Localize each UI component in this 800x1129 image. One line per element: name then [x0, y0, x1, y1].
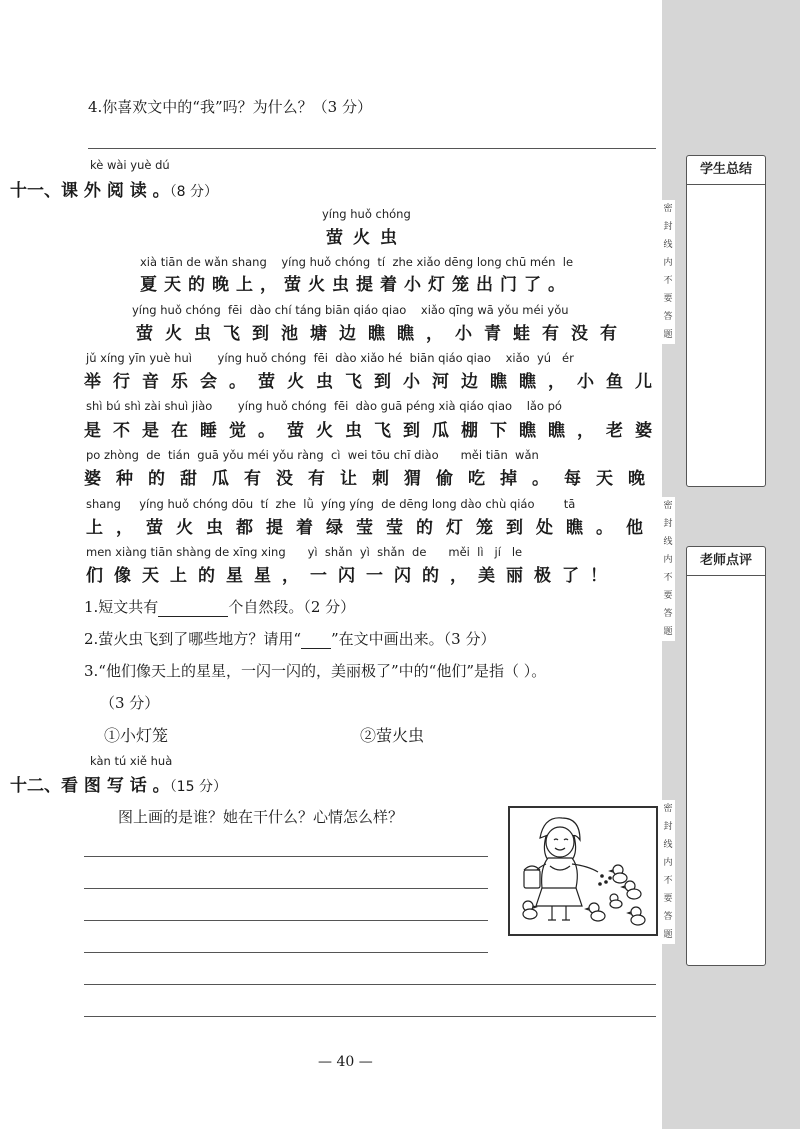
- story-line-3-pinyin: jǔ xíng yīn yuè huì yíng huǒ chóng fēi dào xiǎo hé biān qiáo qiao xiǎo yú ér: [86, 351, 574, 365]
- underline-symbol: [301, 630, 331, 649]
- story-line-5-pinyin: po zhòng de tián guā yǒu méi yǒu ràng cì wei tōu chī diào měi tiān wǎn: [86, 448, 539, 462]
- story-title: 萤火虫: [326, 228, 407, 248]
- story-title-pinyin: yíng huǒ chóng: [322, 207, 411, 221]
- student-summary-box[interactable]: [686, 155, 766, 487]
- writing-line-6[interactable]: [84, 1016, 656, 1017]
- story-line-2: 萤火虫飞到池塘边瞧瞧，小青蛙有没有: [136, 324, 629, 344]
- teacher-review-title: 老师点评: [687, 547, 765, 576]
- picture-prompt: 图上画的是谁？她在干什么？心情怎么样？: [118, 808, 404, 826]
- question-3: 3.“他们像天上的星星，一闪一闪的，美丽极了”中的“他们”是指（ ）。: [84, 662, 547, 680]
- question-4: 4.你喜欢文中的“我”吗？为什么？（3 分）: [88, 98, 372, 116]
- story-line-1-pinyin: xià tiān de wǎn shang yíng huǒ chóng tí zhe xiǎo dēng long chū mén le: [140, 255, 574, 269]
- writing-line-5[interactable]: [84, 984, 656, 985]
- answer-line[interactable]: [88, 148, 656, 149]
- story-line-6: 上，萤火虫都提着绿莹莹的灯笼到处瞧。他: [86, 518, 656, 538]
- writing-line-1[interactable]: [84, 856, 488, 857]
- section-11-points: （8 分）: [169, 184, 219, 200]
- picture-girl-feeding-chicks: [508, 806, 658, 936]
- section-12-heading: [10, 771, 227, 796]
- page-number: — 40 —: [318, 1054, 373, 1070]
- section-11-pinyin: kè wài yuè dú: [90, 158, 170, 172]
- story-line-7: 们像天上的星星，一闪一闪的，美丽极了！: [86, 566, 618, 586]
- story-line-1: 夏天的晚上，萤火虫提着小灯笼出门了。: [140, 275, 572, 295]
- teacher-review-box[interactable]: [686, 546, 766, 966]
- question-1-points: 个自然段。（2 分）: [228, 598, 356, 616]
- question-3-points: （3 分）: [100, 694, 160, 712]
- story-line-4-pinyin: shì bú shì zài shuì jiào yíng huǒ chóng fēi dào guā péng xià qiáo qiao lǎo pó: [86, 399, 562, 413]
- girl-feeding-chicks-illustration: [510, 808, 656, 934]
- seal-line-notice-3: 密 封 线 内 不 要 答 题: [661, 800, 675, 944]
- question-2: [84, 628, 495, 649]
- story-line-7-pinyin: men xiàng tiān shàng de xīng xing yì shǎn yì shǎn de měi lì jí le: [86, 545, 523, 559]
- question-1-text: 1.短文共有: [84, 598, 159, 616]
- story-line-6-pinyin: shang yíng huǒ chóng dōu tí zhe lǜ yíng yíng de dēng long dào chù qiáo tā: [86, 497, 576, 511]
- question-2-text: 2.萤火虫飞到了哪些地方？请用“: [84, 630, 301, 648]
- option-2[interactable]: ②萤火虫: [360, 726, 425, 745]
- writing-line-3[interactable]: [84, 920, 488, 921]
- seal-line-notice-2: 密 封 线 内 不 要 答 题: [661, 497, 675, 641]
- section-12-label: 十二、看 图 写 话 。: [10, 776, 170, 796]
- question-1: [84, 596, 355, 617]
- section-12-points: （15 分）: [169, 779, 227, 795]
- story-line-3: 举行音乐会。萤火虫飞到小河边瞧瞧，小鱼儿: [84, 372, 664, 392]
- option-1[interactable]: ①小灯笼: [104, 726, 169, 745]
- section-11-heading: [10, 176, 218, 201]
- paragraph-count-blank[interactable]: [158, 598, 228, 617]
- section-12-pinyin: kàn tú xiě huà: [90, 754, 173, 768]
- seal-line-notice-1: 密 封 线 内 不 要 答 题: [661, 200, 675, 344]
- writing-line-4[interactable]: [84, 952, 488, 953]
- section-11-label: 十一、课 外 阅 读 。: [10, 181, 170, 201]
- question-2-points: ”在文中画出来。（3 分）: [330, 630, 496, 648]
- story-line-5: 婆种的甜瓜有没有让刺猬偷吃掉。每天晚: [84, 469, 660, 489]
- writing-line-2[interactable]: [84, 888, 488, 889]
- story-line-4: 是不是在睡觉。萤火虫飞到瓜棚下瞧瞧，老婆: [84, 421, 664, 441]
- story-line-2-pinyin: yíng huǒ chóng fēi dào chí táng biān qiáo qiao xiǎo qīng wā yǒu méi yǒu: [132, 303, 569, 317]
- student-summary-title: 学生总结: [687, 156, 765, 185]
